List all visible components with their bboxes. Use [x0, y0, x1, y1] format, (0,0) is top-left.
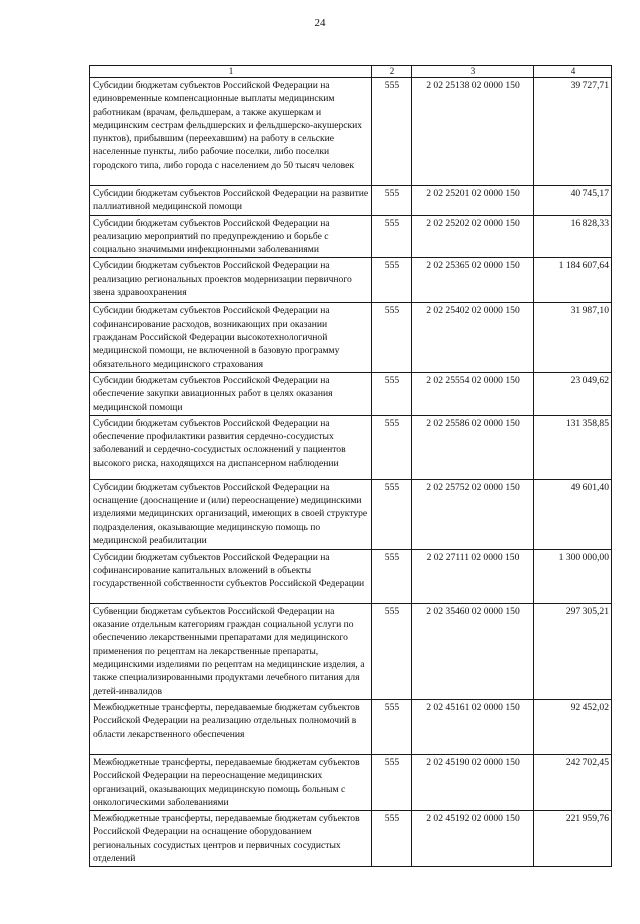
row-amount: 23 049,62: [534, 372, 612, 415]
row-name: Межбюджетные трансферты, передаваемые бюджетам субъектов Российской Федерации на оснащение оборудованием региональных сосудистых центров и первичных сосудистых отделений: [90, 811, 372, 867]
row-name: Субсидии бюджетам субъектов Российской Федерации на оснащение (дооснащение и (или) переоснащение) медицинскими изделиями медицинских организаций, имеющих в своей структуре подразделения, оказывающие медицинскую помощь по медицинской реабилитации: [90, 479, 372, 549]
row-budget-code: 2 02 45161 02 0000 150: [412, 699, 534, 754]
row-admin-code: 555: [372, 415, 412, 479]
row-name: Субсидии бюджетам субъектов Российской Федерации на софинансирование расходов, возникающих при оказании гражданам Российской Федерации высокотехнологичной медицинской помощи, не включенной в базовую программу обязательного медицинского страхования: [90, 303, 372, 372]
row-budget-code: 2 02 35460 02 0000 150: [412, 603, 534, 699]
row-amount: 242 702,45: [534, 754, 612, 810]
row-name: Субсидии бюджетам субъектов Российской Федерации на обеспечение закупки авиационных работ в целях оказания медицинской помощи: [90, 372, 372, 415]
table-row: [90, 603, 612, 699]
row-admin-code: 555: [372, 258, 412, 303]
row-budget-code: 2 02 25554 02 0000 150: [412, 372, 534, 415]
row-name: Субсидии бюджетам субъектов Российской Федерации на реализацию мероприятий по предупреждению и борьбе с социально значимыми инфекционными заболеваниями: [90, 215, 372, 258]
row-name: Межбюджетные трансферты, передаваемые бюджетам субъектов Российской Федерации на реализацию отдельных полномочий в области лекарственного обеспечения: [90, 699, 372, 754]
row-admin-code: 555: [372, 186, 412, 216]
table-row: [90, 479, 612, 549]
row-budget-code: 2 02 25138 02 0000 150: [412, 78, 534, 186]
table-row: [90, 186, 612, 216]
row-name: Субсидии бюджетам субъектов Российской Федерации на развитие паллиативной медицинской помощи: [90, 186, 372, 216]
row-admin-code: 555: [372, 215, 412, 258]
header-col-3: 3: [412, 66, 534, 78]
table-row: [90, 549, 612, 603]
table-row: [90, 811, 612, 867]
table-header-row: [90, 66, 612, 78]
row-name: Субсидии бюджетам субъектов Российской Федерации на реализацию региональных проектов модернизации первичного звена здравоохранения: [90, 258, 372, 303]
row-admin-code: 555: [372, 372, 412, 415]
row-amount: 92 452,02: [534, 699, 612, 754]
row-name: Межбюджетные трансферты, передаваемые бюджетам субъектов Российской Федерации на переоснащение медицинских организаций, оказывающих медицинскую помощь больным с онкологическими заболеваниями: [90, 754, 372, 810]
page-number: 24: [314, 17, 326, 29]
table-row: [90, 303, 612, 372]
row-admin-code: 555: [372, 699, 412, 754]
header-col-2: 2: [372, 66, 412, 78]
row-amount: 221 959,76: [534, 811, 612, 867]
row-name: Субсидии бюджетам субъектов Российской Федерации на обеспечение профилактики развития сердечно-сосудистых заболеваний и сердечно-сосудистых осложнений у пациентов высокого риска, находящихся на диспансерном наблюдении: [90, 415, 372, 479]
row-name: Субвенции бюджетам субъектов Российской Федерации на оказание отдельным категориям граждан социальной услуги по обеспечению лекарственными препаратами для медицинского применения по рецептам на лекарственные препараты, медицинскими изделиями по рецептам на медицинские изделия, а также специализированными продуктами лечебного питания для детей-инвалидов: [90, 603, 372, 699]
row-amount: 1 300 000,00: [534, 549, 612, 603]
row-budget-code: 2 02 25752 02 0000 150: [412, 479, 534, 549]
row-budget-code: 2 02 27111 02 0000 150: [412, 549, 534, 603]
row-budget-code: 2 02 25202 02 0000 150: [412, 215, 534, 258]
budget-table: [89, 65, 612, 867]
row-budget-code: 2 02 25402 02 0000 150: [412, 303, 534, 372]
row-amount: 16 828,33: [534, 215, 612, 258]
row-amount: 131 358,85: [534, 415, 612, 479]
row-amount: 49 601,40: [534, 479, 612, 549]
table-row: [90, 78, 612, 186]
table-row: [90, 415, 612, 479]
row-admin-code: 555: [372, 78, 412, 186]
row-admin-code: 555: [372, 811, 412, 867]
row-budget-code: 2 02 45190 02 0000 150: [412, 754, 534, 810]
table-row: [90, 699, 612, 754]
table-row: [90, 215, 612, 258]
row-amount: 39 727,71: [534, 78, 612, 186]
header-col-4: 4: [534, 66, 612, 78]
table-row: [90, 258, 612, 303]
table-row: [90, 372, 612, 415]
table-row: [90, 754, 612, 810]
row-amount: 297 305,21: [534, 603, 612, 699]
row-admin-code: 555: [372, 479, 412, 549]
row-amount: 31 987,10: [534, 303, 612, 372]
row-amount: 1 184 607,64: [534, 258, 612, 303]
row-admin-code: 555: [372, 303, 412, 372]
row-admin-code: 555: [372, 754, 412, 810]
row-name: Субсидии бюджетам субъектов Российской Федерации на софинансирование капитальных вложений в объекты государственной собственности субъектов Российской Федерации: [90, 549, 372, 603]
row-amount: 40 745,17: [534, 186, 612, 216]
row-budget-code: 2 02 25365 02 0000 150: [412, 258, 534, 303]
header-col-1: 1: [90, 66, 372, 78]
row-budget-code: 2 02 25201 02 0000 150: [412, 186, 534, 216]
row-name: Субсидии бюджетам субъектов Российской Федерации на единовременные компенсационные выплаты медицинским работникам (врачам, фельдшерам, а также акушеркам и медицинским сестрам фельдшерских и фельдшерско-акушерских пунктов), прибывшим (переехавшим) на работу в сельские населенные пункты, либо рабочие поселки, либо поселки городского типа, либо города с населением до 50 тысяч человек: [90, 78, 372, 186]
row-admin-code: 555: [372, 549, 412, 603]
row-budget-code: 2 02 45192 02 0000 150: [412, 811, 534, 867]
row-admin-code: 555: [372, 603, 412, 699]
row-budget-code: 2 02 25586 02 0000 150: [412, 415, 534, 479]
